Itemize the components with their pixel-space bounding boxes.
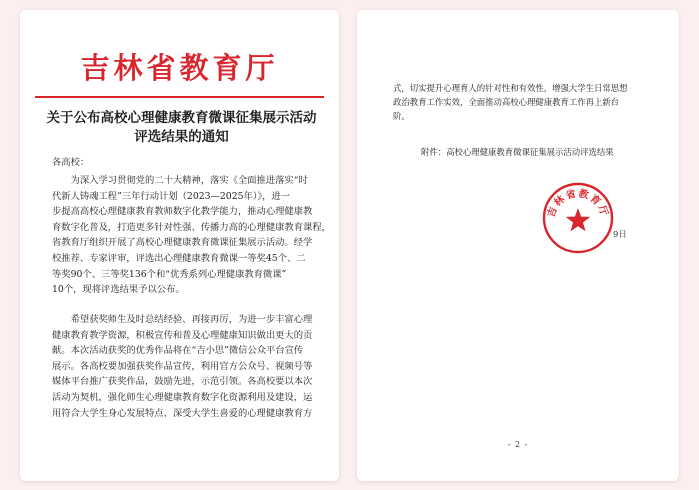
notice-title-line-1: 关于公布高校心理健康教育微课征集展示活动 — [46, 110, 317, 126]
letterhead-title: 吉林省教育厅 — [80, 51, 279, 85]
paragraph-1-line: 校推荐、专家评审，评选出心理健康教育微课一等奖45个、二 — [52, 252, 306, 264]
paragraph-2-line: 希望获奖师生及时总结经验、再接再厉，为进一步丰富心理 — [52, 314, 313, 325]
notice-title — [34, 109, 329, 147]
salutation: 各高校： — [52, 157, 90, 168]
paragraph-2-line: 展示。各高校要加强获奖作品宣传，利用官方公众号、视频号等 — [52, 360, 313, 372]
notice-title-line-2: 评选结果的通知 — [134, 129, 229, 145]
date-fragment: 9日 — [613, 229, 627, 239]
official-seal-icon — [541, 181, 615, 255]
paragraph-1-line: 育数字化普及，打造更多针对性强、传播力高的心理健康教育课程， — [52, 221, 331, 233]
continuation-line: 式，切实提升心理育人的针对性和有效性，增强大学生日常思想 — [393, 83, 628, 93]
document-page-2 — [357, 10, 679, 481]
paragraph-1-line: 10个，现将评选结果予以公布。 — [52, 284, 185, 296]
paragraph-1-line: 为深入学习贯彻党的二十大精神，落实《全面推进落实“时 — [52, 175, 308, 186]
paragraph-1-line: 等奖90个、三等奖136个和“优秀系列心理健康教育微课” — [52, 268, 287, 280]
svg-text:吉林省教育厅: 吉林省教育厅 — [546, 188, 610, 219]
paragraph-1-line: 步提高高校心理健康教育教师数字化教学能力，推动心理健康教 — [52, 206, 313, 218]
paragraph-2-line: 媒体平台推广获奖作品，鼓励先进，示范引领。各高校要以本次 — [52, 376, 313, 388]
paragraph-2-line: 用符合大学生身心发展特点、深受大学生喜爱的心理健康教育方 — [52, 407, 313, 419]
paragraph-1-line: 省教育厅组织开展了高校心理健康教育微课征集展示活动。经学 — [52, 237, 313, 249]
paragraph-2-line: 健康教育教学资源，积极宣传和普及心理健康知识做出更大的贡 — [52, 329, 313, 341]
attachment-line: 附件：高校心理健康教育微课征集展示活动评选结果 — [421, 147, 614, 157]
continuation-paragraph — [393, 81, 628, 123]
paragraph-2 — [52, 312, 313, 421]
continuation-line: 政治教育工作实效，全面推动高校心理健康教育工作再上新台 — [393, 97, 620, 107]
paragraph-1-line: 代新人铸魂工程”三年行动计划（2023—2025年）》，进一 — [52, 190, 291, 202]
continuation-line: 阶。 — [393, 111, 410, 121]
page-number: - 2 - — [507, 440, 529, 449]
paragraph-2-line: 活动为契机，强化师生心理健康教育数字化资源利用及建设，运 — [52, 391, 313, 403]
letterhead-red-divider — [35, 96, 324, 98]
document-page-1 — [20, 10, 339, 481]
paragraph-1 — [52, 173, 331, 298]
paragraph-2-line: 献。本次活动获奖的优秀作品将在“吉小思”微信公众平台宣传 — [52, 345, 304, 357]
